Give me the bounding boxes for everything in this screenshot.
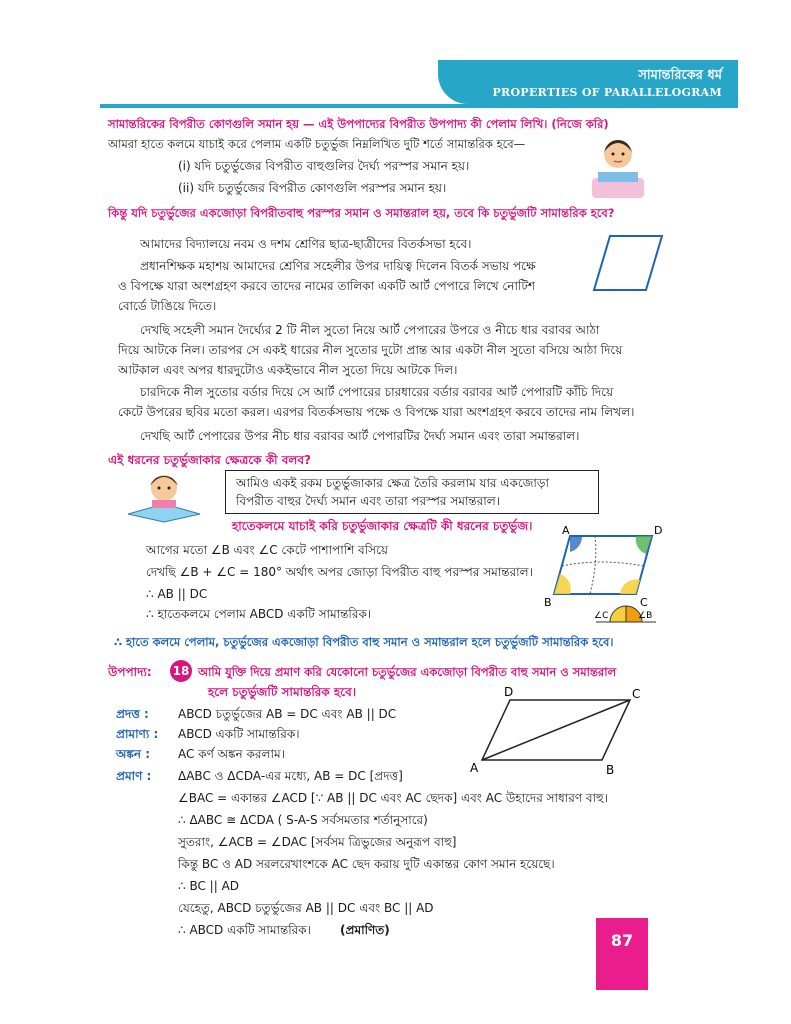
- proof-label: প্রমাণ :: [116, 769, 152, 783]
- verify-title: হাতেকলমে যাচাই করি চতুর্ভুজাকার ক্ষেত্রটি কী ধরনের চতুর্ভুজ।: [232, 519, 533, 533]
- condition-2: (ii) যদি চতুর্ভুজের বিপরীত কোণগুলি পরস্পর সমান হয়।: [178, 181, 447, 195]
- story-p3a: দেখছি সহেলী সমান দৈর্ঘ্যের 2 টি নীল সুতো নিয়ে আর্ট পেপারের উপরে ও নীচে ধার বরাবর আঠা: [140, 323, 600, 337]
- intro-line-2: আমরা হাতে কলমে যাচাই করে পেলাম একটি চতুর্ভুজ নিম্নলিখিত দুটি শর্তে সামান্তরিক হবে—: [108, 137, 526, 151]
- theorem-number: 18: [170, 660, 192, 682]
- theorem-number-badge: [170, 660, 192, 682]
- proof-step-5: কিন্তু BC ও AD সরলরেখাংশকে AC ছেদ করায় দুটি একান্তর কোণ সমান হয়েছে।: [178, 857, 555, 871]
- verify-line-1: আগের মতো ∠B এবং ∠C কেটে পাশাপাশি বসিয়ে: [146, 543, 388, 557]
- chapter-title-en: PROPERTIES OF PARALLELOGRAM: [492, 86, 722, 99]
- boxed-statement: [225, 470, 599, 514]
- verification-conclusion: ∴ হাতে কলমে পেলাম, চতুর্ভুজের একজোড়া বিপরীত বাহু সমান ও সমান্তরাল হলে চতুর্ভুজটি সামান্তরিক হবে।: [114, 635, 614, 649]
- fig1-angle-C-label: ∠C: [594, 611, 609, 621]
- story-p4a: চারদিকে নীল সুতোর বর্ডার দিয়ে সে আর্ট পেপারের চারধারের বর্ডার বরাবর আর্ট পেপারটি কাঁচি দিয়ে: [140, 385, 614, 399]
- proof-step-2: ∠BAC = একান্তর ∠ACD [∵ AB || DC এবং AC ছেদক] এবং AC উহাদের সাধারণ বাহু।: [178, 791, 609, 805]
- story-p4b: কেটে উপরের ছবির মতো করল। এরপর বিতর্কসভায় পক্ষে ও বিপক্ষে যারা অংশগ্রহণ করবে তাদের নাম লিখল।: [118, 405, 635, 419]
- fig1-angle-B-label: ∠B: [638, 611, 653, 621]
- fig1-label-A: A: [562, 524, 570, 537]
- proof-step-8: ∴ ABCD একটি সামান্তরিক।: [178, 923, 311, 937]
- cut-angles-figure: [540, 522, 670, 630]
- thinking-child-illustration: [588, 132, 648, 202]
- fig2-label-D: D: [504, 685, 514, 699]
- proof-step-3: ∴ ΔABC ≅ ΔCDA ( S-A-S সর্বসমতার শর্তানুসারে): [178, 813, 428, 827]
- fig2-label-B: B: [606, 763, 615, 777]
- story-p5: দেখছি আর্ট পেপারের উপর নীচ ধার বরাবর আর্ট পেপারটির দৈর্ঘ্য সমান এবং তারা সমান্তরাল।: [140, 429, 580, 443]
- story-p2c: বোর্ডে টাঙিয়ে দিতে।: [118, 299, 217, 313]
- to-prove-label: প্রামাণ্য :: [116, 727, 159, 741]
- theorem-line-1: আমি যুক্তি দিয়ে প্রমাণ করি যেকোনো চতুর্ভুজের একজোড়া বিপরীত বাহু সমান ও সমান্তরাল: [198, 665, 617, 679]
- chapter-title-bn: সামান্তরিকের ধর্ম: [638, 68, 722, 83]
- condition-1: (i) যদি চতুর্ভুজের বিপরীত বাহুগুলির দৈর্ঘ্য পরস্পর সমান হয়।: [178, 159, 470, 173]
- verify-line-3: ∴ AB || DC: [146, 587, 208, 601]
- verify-line-4: ∴ হাতেকলমে পেলাম ABCD একটি সামান্তরিক।: [146, 607, 372, 621]
- theorem-label: উপপাদ্য:: [108, 665, 152, 679]
- proved-mark: (প্রমাণিত): [340, 923, 390, 937]
- proof-parallelogram-figure: [470, 684, 650, 780]
- given-text: ABCD চতুর্ভুজের AB = DC এবং AB || DC: [178, 707, 397, 721]
- story-p3c: আটকাল এবং অপর ধারদুটোও একইভাবে নীল সুতো দিয়ে আটকে দিল।: [118, 363, 458, 377]
- theorem-line-2: হলে চতুর্ভুজটি সামান্তরিক হবে।: [208, 685, 357, 699]
- given-label: প্রদত্ত :: [116, 707, 149, 721]
- boxed-line-1: আমিও একই রকম চতুর্ভুজাকার ক্ষেত্র তৈরি করলাম যার একজোড়া: [236, 476, 549, 490]
- fig1-label-D: D: [654, 524, 663, 537]
- story-p2b: ও বিপক্ষে যারা অংশগ্রহণ করবে তাদের নামের তালিকা একটি আর্ট পেপারে লিখে নোটিশ: [118, 279, 536, 293]
- page-number: 87: [596, 918, 648, 990]
- proof-step-4: সুতরাং, ∠ACB = ∠DAC [সর্বসম ত্রিভুজের অনুরূপ বাহু]: [178, 835, 457, 849]
- proof-step-6: ∴ BC || AD: [178, 879, 240, 893]
- art-paper-parallelogram: [592, 232, 664, 294]
- to-prove-text: ABCD একটি সামান্তরিক।: [178, 727, 300, 741]
- key-question: কিন্তু যদি চতুর্ভুজের একজোড়া বিপরীতবাহু পরস্পর সমান ও সমান্তরাল হয়, তবে কি চতুর্ভুজটি সামান্তরিক হবে?: [108, 206, 615, 220]
- story-question: এই ধরনের চতুর্ভুজাকার ক্ষেত্রকে কী বলব?: [108, 453, 311, 467]
- story-p2a: প্রধানশিক্ষক মহাশয় আমাদের শ্রেণির সহেলীর উপর দায়িত্ব দিলেন বিতর্ক সভায় পক্ষে: [140, 259, 536, 273]
- chapter-header: [438, 60, 738, 104]
- fig2-label-C: C: [632, 687, 641, 701]
- reading-child-illustration: [124, 470, 204, 524]
- fig1-label-B: B: [544, 596, 552, 609]
- proof-step-7: যেহেতু, ABCD চতুর্ভুজের AB || DC এবং BC || AD: [178, 901, 434, 915]
- construction-text: AC কর্ণ অঙ্কন করলাম।: [178, 747, 285, 761]
- proof-step-1: ΔABC ও ΔCDA-এর মধ্যে, AB = DC [প্রদত্ত]: [178, 769, 403, 783]
- fig2-label-A: A: [470, 761, 479, 775]
- fig1-label-C: C: [640, 596, 648, 609]
- story-p3b: দিয়ে আটকে নিল। তারপর সে একই ধারের নীল সুতোর দুটো প্রান্ত আর একটা নীল সুতো বসিয়ে আঠা দিয়ে: [118, 343, 623, 357]
- construction-label: অঙ্কন :: [116, 747, 151, 761]
- header-rule: [100, 104, 738, 108]
- verify-line-2: দেখছি ∠B + ∠C = 180° অর্থাৎ অপর জোড়া বিপরীত বাহু পরস্পর সমান্তরাল।: [146, 565, 533, 579]
- intro-line-1: সামান্তরিকের বিপরীত কোণগুলি সমান হয় — এই উপপাদ্যের বিপরীত উপপাদ্য কী পেলাম লিখি। (নিজে করি): [108, 117, 609, 131]
- boxed-line-2: বিপরীত বাহুর দৈর্ঘ্য সমান এবং তারা পরস্পর সমান্তরাল।: [236, 494, 501, 508]
- story-p1: আমাদের বিদ্যালয়ে নবম ও দশম শ্রেণির ছাত্র-ছাত্রীদের বিতর্কসভা হবে।: [140, 237, 472, 251]
